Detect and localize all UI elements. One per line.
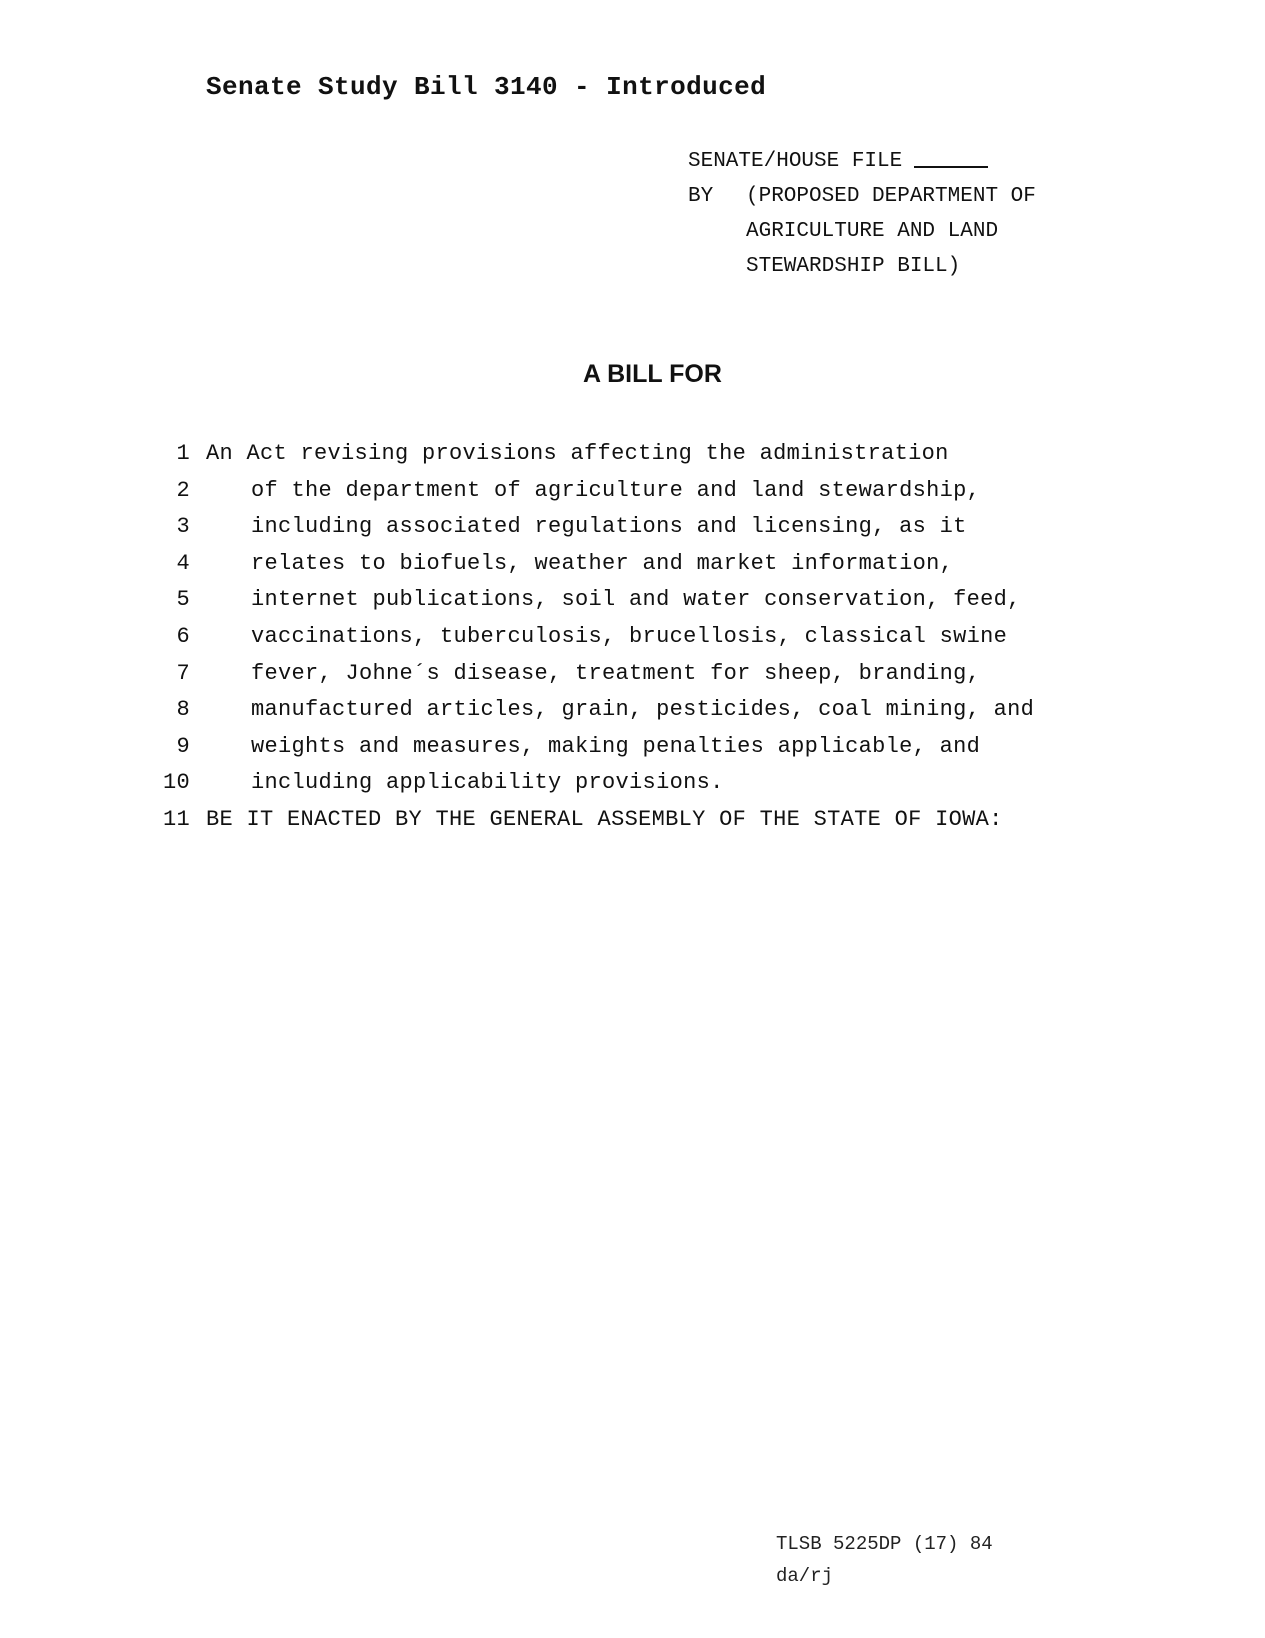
sponsor-line: AGRICULTURE AND LAND — [746, 220, 999, 243]
line-text: of the department of agriculture and land stewardship, — [251, 477, 981, 503]
line-text: An Act revising provisions affecting the administration — [206, 441, 949, 466]
by-label: BY — [688, 185, 714, 208]
sponsor-row — [688, 214, 1036, 249]
bill-line — [150, 656, 1034, 693]
line-number: 1 — [176, 441, 190, 466]
line-number: 10 — [162, 770, 190, 796]
line-number: 9 — [176, 733, 190, 759]
file-number-blank — [914, 144, 988, 168]
sponsor-row — [688, 249, 1036, 284]
bill-line — [150, 509, 1034, 546]
bill-line — [150, 582, 1034, 619]
document-footer — [776, 1528, 993, 1592]
bill-line — [150, 546, 1034, 583]
bill-line — [150, 729, 1034, 766]
bill-line — [150, 436, 1034, 473]
line-text: internet publications, soil and water conservation, feed, — [251, 587, 1021, 613]
line-number: 2 — [176, 477, 190, 503]
bill-heading: A BILL FOR — [583, 360, 722, 388]
bill-line — [150, 473, 1034, 510]
footer-initials: da/rj — [776, 1565, 834, 1587]
bill-line — [150, 802, 1034, 839]
sponsor-line: STEWARDSHIP BILL) — [746, 255, 961, 278]
line-number: 7 — [176, 660, 190, 686]
line-text: weights and measures, making penalties applicable, and — [251, 733, 981, 759]
document-title: Senate Study Bill 3140 - Introduced — [206, 72, 767, 102]
file-label: SENATE/HOUSE FILE — [688, 150, 903, 173]
line-number: 3 — [176, 514, 190, 540]
footer-code: TLSB 5225DP (17) 84 — [776, 1533, 993, 1555]
sponsor-line: (PROPOSED DEPARTMENT OF — [746, 185, 1036, 208]
line-number: 8 — [176, 697, 190, 723]
line-text: vaccinations, tuberculosis, brucellosis, classical swine — [251, 623, 1008, 649]
line-number: 5 — [176, 587, 190, 613]
bill-text — [150, 436, 1034, 839]
line-text: relates to biofuels, weather and market information, — [251, 550, 954, 576]
line-text: fever, Johne´s disease, treatment for sheep, branding, — [251, 660, 981, 686]
line-text: including associated regulations and licensing, as it — [251, 514, 967, 540]
line-text: including applicability provisions. — [251, 770, 724, 796]
line-number: 4 — [176, 550, 190, 576]
line-number: 6 — [176, 623, 190, 649]
line-text: manufactured articles, grain, pesticides, coal mining, and — [251, 697, 1035, 723]
line-text: BE IT ENACTED BY THE GENERAL ASSEMBLY OF THE STATE OF IOWA: — [206, 806, 1003, 832]
bill-line — [150, 619, 1034, 656]
line-number: 11 — [162, 806, 190, 832]
file-label-row — [688, 144, 1036, 179]
bill-line — [150, 765, 1034, 802]
file-block — [688, 144, 1036, 284]
sponsor-row — [688, 179, 1036, 214]
bill-line — [150, 692, 1034, 729]
